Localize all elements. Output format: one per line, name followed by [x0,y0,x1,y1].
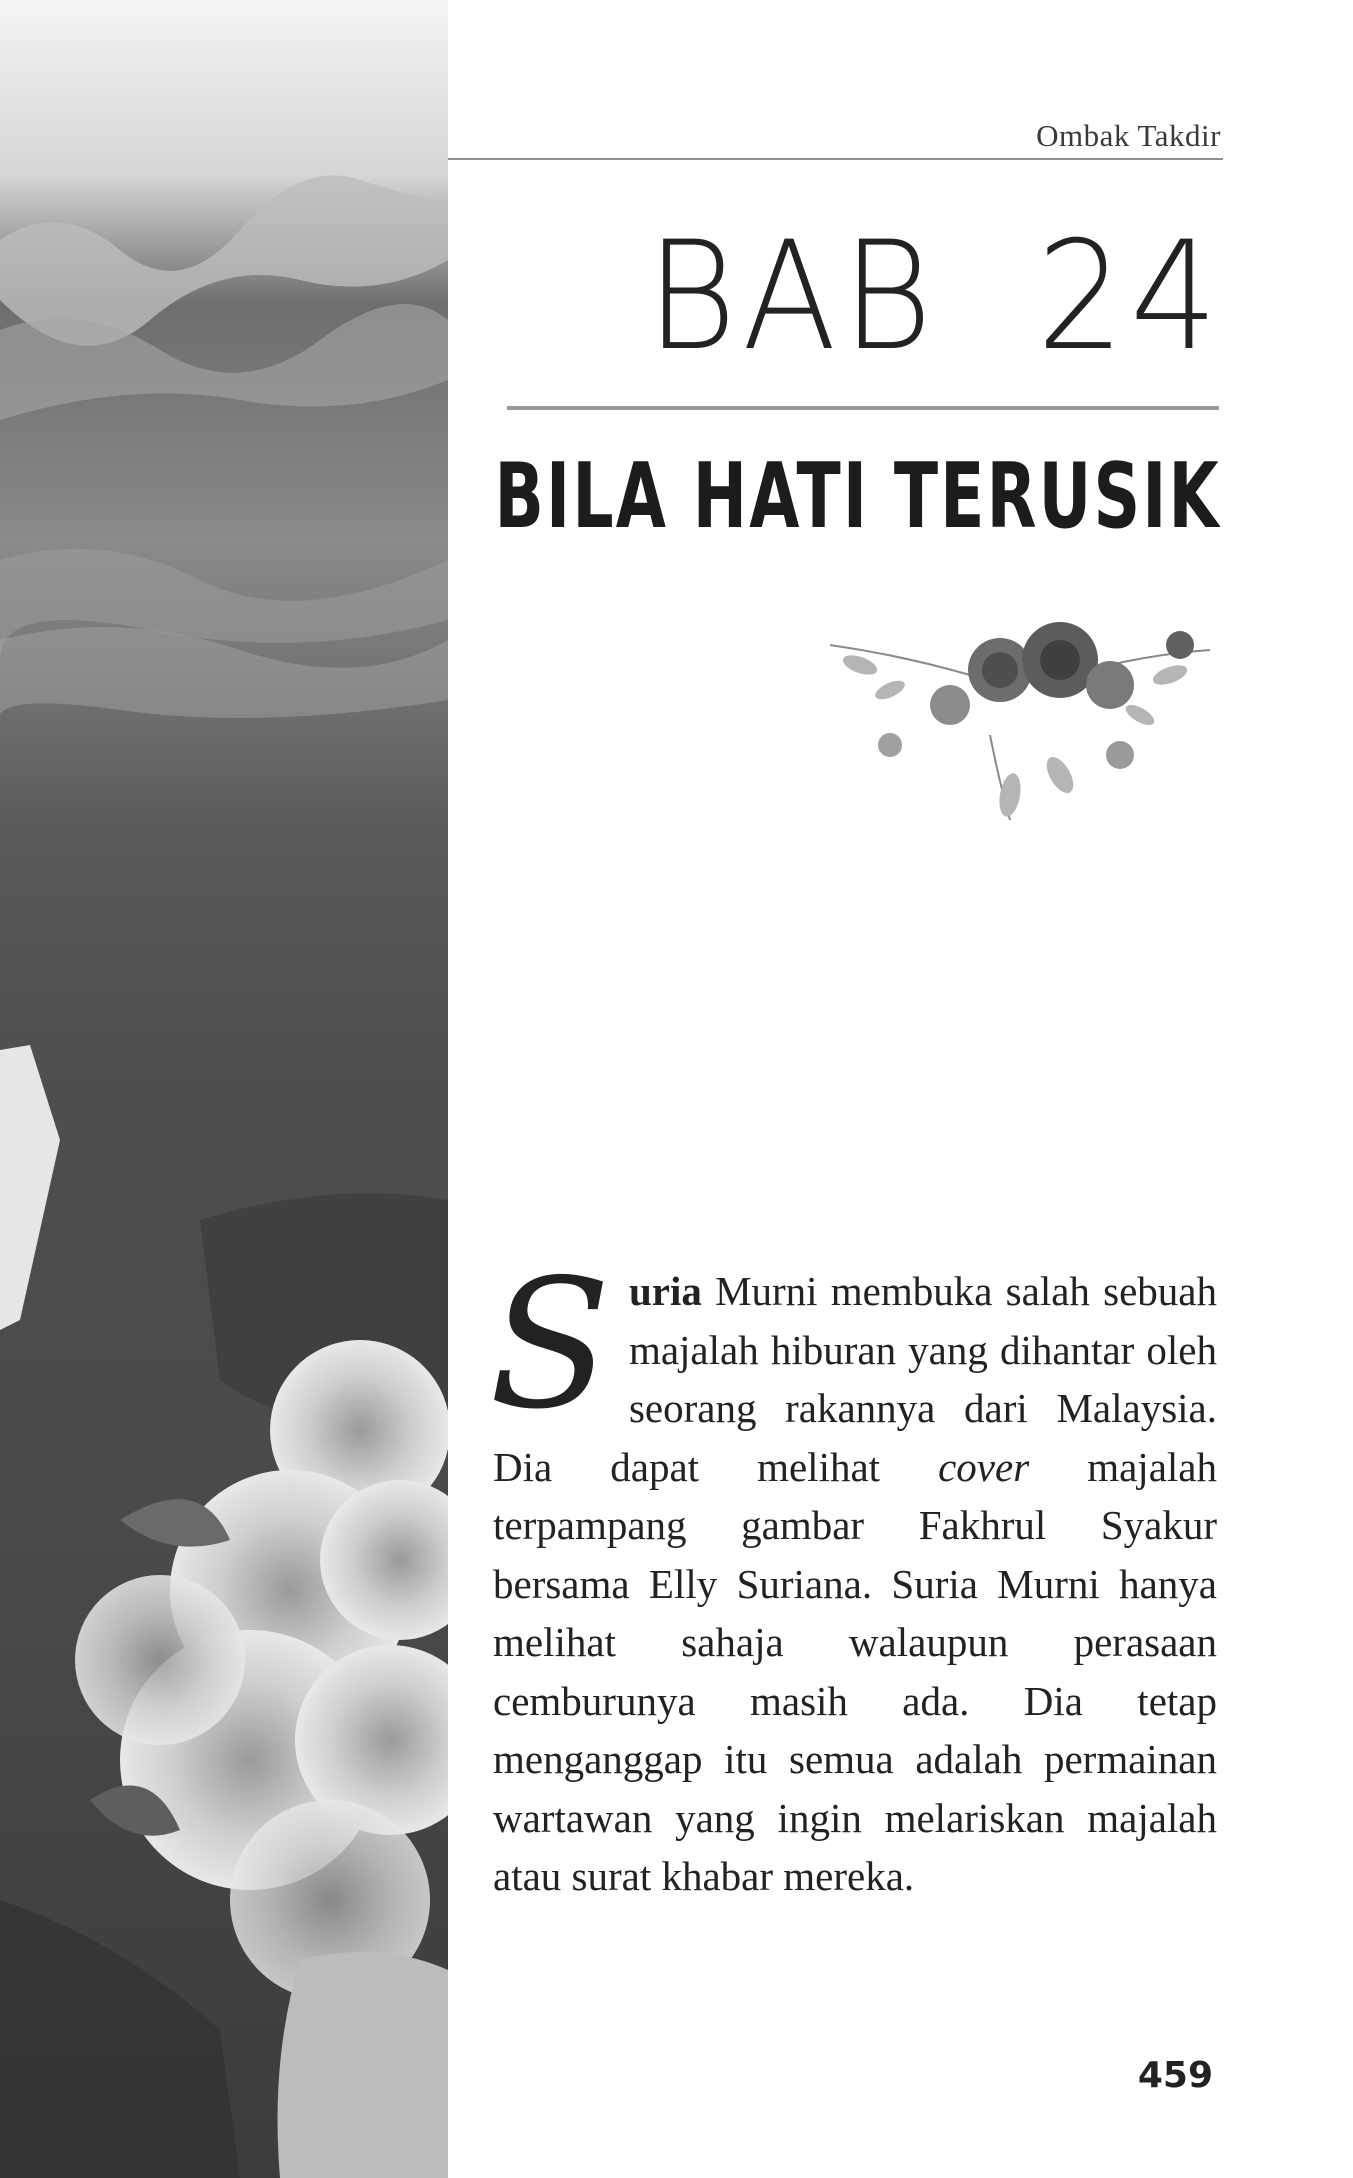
lead-word: uria [628,1268,702,1314]
drop-cap: S [489,1241,611,1448]
header-divider [448,158,1223,160]
italic-word: cover [938,1443,1030,1490]
title-divider [507,406,1219,410]
chapter-title: BILA HATI TERUSIK [494,444,1221,549]
running-head: Ombak Takdir [1036,118,1221,153]
paragraph-text-2: majalah terpampang gambar Fakhrul Syakur bersama Elly Suriana. Suria Murni hanya melihat sahaja walaupun perasaan cemburunya masih ada. Dia tetap menganggap itu semua adalah permainan wartawan yang ingin melariskan majalah atau surat khabar mereka. [493,1443,1217,1899]
floral-ornament [820,615,1220,830]
chapter-paragraph [489,1241,1217,1906]
side-photo [0,0,448,2178]
paragraph-text-1: Murni membuka salah sebuah majalah hiburan yang dihantar oleh seorang rakannya dari Malaysia. Dia dapat melihat [493,1268,1217,1490]
page-number: 459 [1137,2055,1213,2096]
chapter-number: BAB 24 [645,210,1223,384]
